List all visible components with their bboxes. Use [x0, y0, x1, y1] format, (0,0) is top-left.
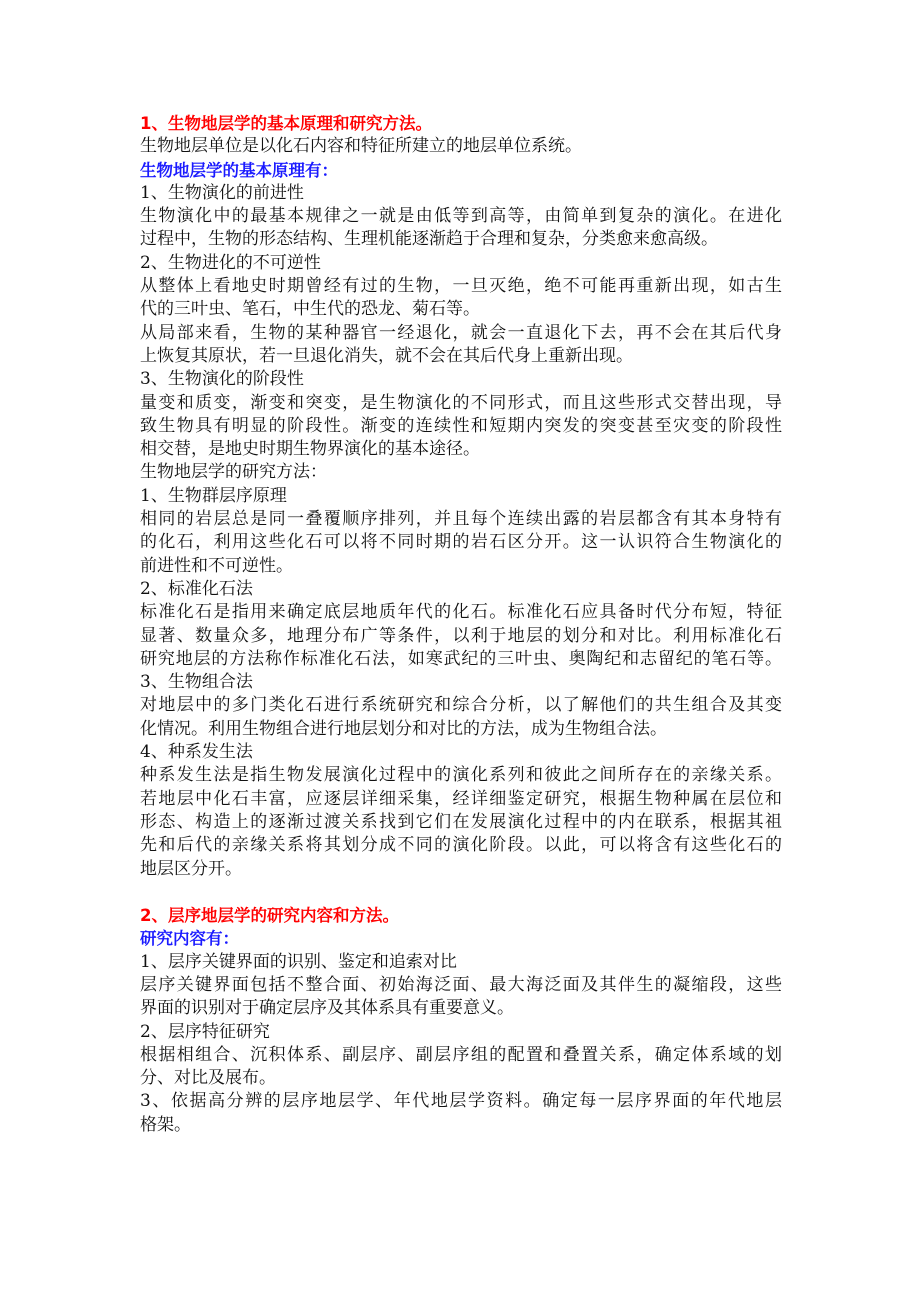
body-line: 化情况。利用生物组合进行地层划分和对比的方法，成为生物组合法。 [140, 718, 667, 739]
body-line: 3、生物演化的阶段性 [140, 369, 304, 390]
body-line: 2、生物进化的不可逆性 [140, 252, 321, 273]
body-line: 2、标准化石法 [140, 578, 253, 599]
body-line: 界面的识别对于确定层序及其体系具有重要意义。 [140, 998, 514, 1019]
body-line: 生物地层学的研究方法： [140, 462, 327, 483]
body-line: 1、生物演化的前进性 [140, 182, 304, 203]
body-line: 2、层序特征研究 [140, 1021, 270, 1042]
body-line: 3、生物组合法 [140, 672, 253, 693]
blank-line [140, 881, 782, 904]
body-line: 研究地层的方法称作标准化石法，如寒武纪的三叶虫、奥陶纪和志留纪的笔石等。 [140, 648, 782, 669]
body-line: 先和后代的亲缘关系将其划分成不同的演化阶段。以此，可以将含有这些化石的 [140, 835, 782, 856]
body-line: 根据相组合、沉积体系、副层序、副层序组的配置和叠置关系，确定体系域的划 [140, 1044, 782, 1065]
body-line: 过程中，生物的形态结构、生理机能逐渐趋于合理和复杂，分类愈来愈高级。 [140, 229, 718, 250]
body-line: 对地层中的多门类化石进行系统研究和综合分析，以了解他们的共生组合及其变 [140, 695, 782, 716]
body-line: 生物演化中的最基本规律之一就是由低等到高等，由简单到复杂的演化。在进化 [140, 206, 782, 227]
body-line: 形态、构造上的逐渐过渡关系找到它们在发展演化过程中的内在联系，根据其祖 [140, 811, 782, 832]
body-line: 1、生物群层序原理 [140, 485, 287, 506]
body-line: 从局部来看，生物的某种器官一经退化，就会一直退化下去，再不会在其后代身 [140, 322, 782, 343]
body-line: 若地层中化石丰富，应逐层详细采集，经详细鉴定研究，根据生物种属在层位和 [140, 788, 782, 809]
body-line: 上恢复其原状，若一旦退化消失，就不会在其后代身上重新出现。 [140, 345, 633, 366]
body-line: 相同的岩层总是同一叠覆顺序排列，并且每个连续出露的岩层都含有其本身特有 [140, 509, 782, 530]
body-line: 地层区分开。 [140, 858, 242, 879]
section-heading: 1、生物地层学的基本原理和研究方法。 [140, 114, 432, 133]
body-line: 相交替，是地史时期生物界演化的基本途径。 [140, 439, 480, 460]
body-line: 层序关键界面包括不整合面、初始海泛面、最大海泛面及其伴生的凝缩段，这些 [140, 974, 782, 995]
subsection-heading: 研究内容有： [140, 929, 239, 949]
body-line: 致生物具有明显的阶段性。渐变的连续性和短期内突发的突变甚至灾变的阶段性 [140, 415, 782, 436]
body-line: 代的三叶虫、笔石，中生代的恐龙、菊石等。 [140, 299, 480, 320]
subsection-heading: 生物地层学的基本原理有： [140, 160, 338, 180]
body-line: 3、依据高分辨的层序地层学、年代地层学资料。确定每一层序界面的年代地层 [140, 1091, 782, 1112]
body-line: 4、种系发生法 [140, 742, 253, 763]
body-line: 1、层序关键界面的识别、鉴定和追索对比 [140, 951, 457, 972]
body-line: 标准化石是指用来确定底层地质年代的化石。标准化石应具备时代分布短，特征 [140, 602, 782, 623]
body-line: 显著、数量众多，地理分布广等条件，以利于地层的划分和对比。利用标准化石 [140, 625, 782, 646]
body-line: 前进性和不可逆性。 [140, 555, 293, 576]
body-line: 格架。 [140, 1114, 191, 1135]
body-line: 生物地层单位是以化石内容和特征所建立的地层单位系统。 [140, 136, 582, 157]
body-line: 从整体上看地史时期曾经有过的生物，一旦灭绝，绝不可能再重新出现，如古生 [140, 276, 782, 297]
body-line: 的化石，利用这些化石可以将不同时期的岩石区分开。这一认识符合生物演化的 [140, 532, 782, 553]
body-line: 种系发生法是指生物发展演化过程中的演化系列和彼此之间所存在的亲缘关系。 [140, 765, 782, 786]
section-heading: 2、层序地层学的研究内容和方法。 [140, 906, 399, 926]
document-body [140, 112, 782, 1137]
body-line: 量变和质变，渐变和突变，是生物演化的不同形式，而且这些形式交替出现，导 [140, 392, 782, 413]
body-line: 分、对比及展布。 [140, 1068, 276, 1089]
